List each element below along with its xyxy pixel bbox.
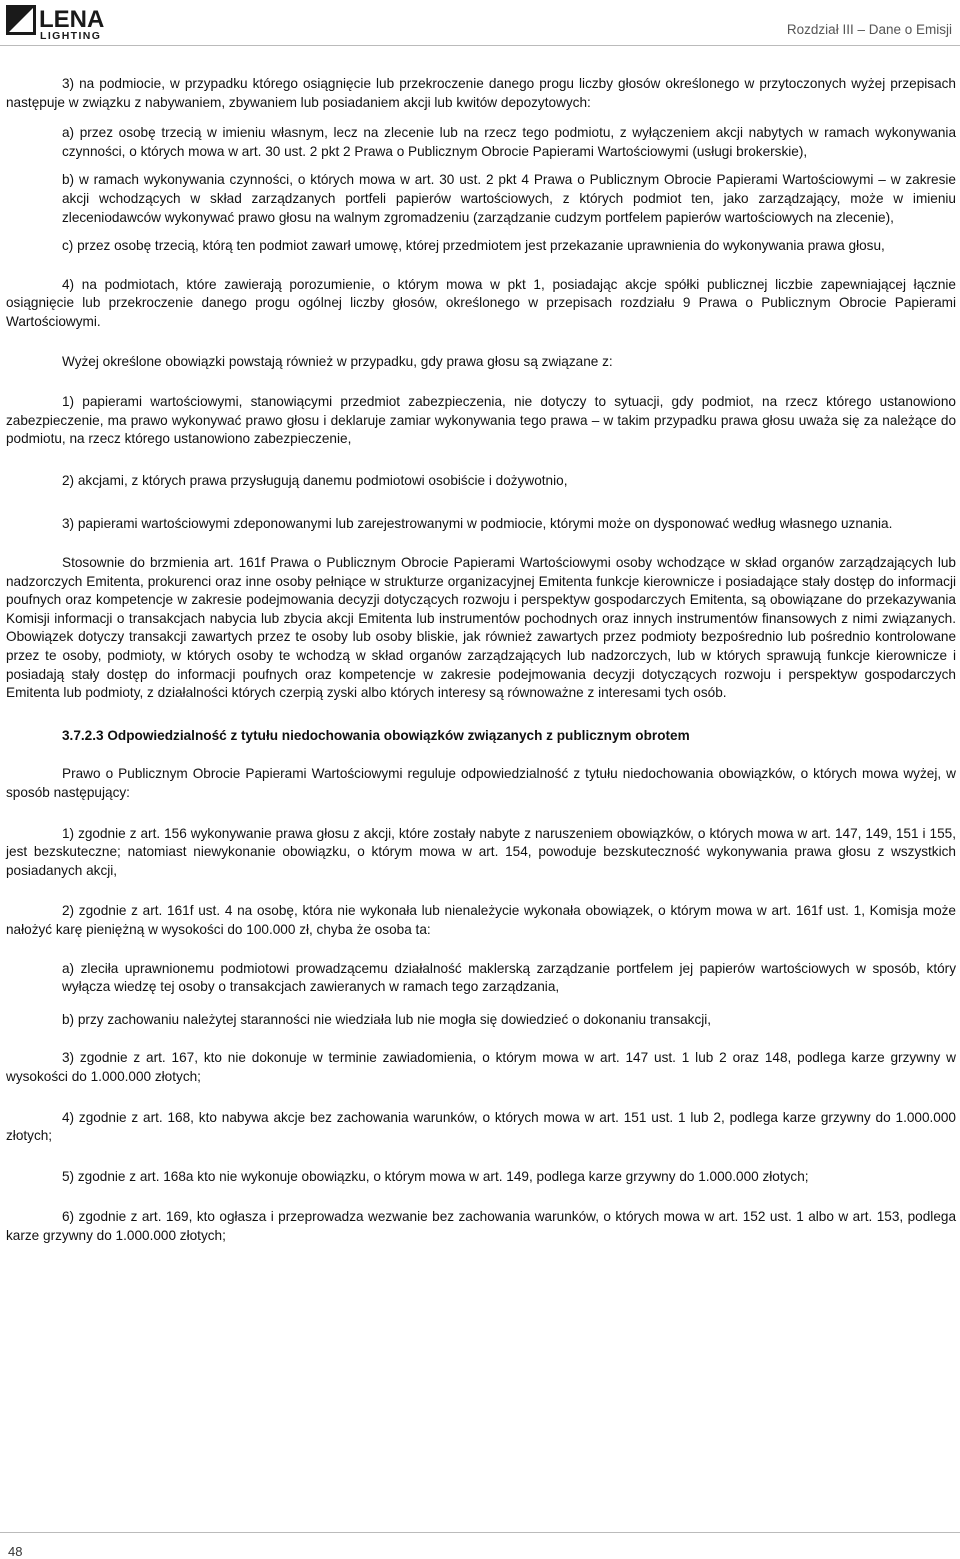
logo-text: LENA	[39, 6, 105, 33]
lena-lighting-logo	[6, 2, 136, 42]
obligation-item-2: 2) akcjami, z których prawa przysługują danemu podmiotowi osobiście i dożywotnio,	[62, 472, 568, 488]
section-title: Rozdział III – Dane o Emisji	[786, 22, 952, 37]
liability-item-3: 3) zgodnie z art. 167, kto nie dokonuje w terminie zawiadomienia, o którym mowa w art. 147 ust. 1 lub 2 oraz 148, podlega karze grzywny w wysokości do 1.000.000 złotych;	[6, 1050, 956, 1084]
footer-divider	[0, 1532, 960, 1533]
obligation-item-1: 1) papierami wartościowymi, stanowiącymi przedmiot zabezpieczenia, nie dotyczy to sytuacji, gdy podmiot, na rzecz którego ustanowiono zabezpieczenie, ma prawo wykonywać prawo głosu i deklaruje zamiar wykonywania tego prawa – w takim przypadku prawa głosu uważa się za należące do podmiotu, na rzecz którego ustanowiono zabezpieczenie,	[6, 394, 956, 447]
paragraph-3b: b) w ramach wykonywania czynności, o których mowa w art. 30 ust. 2 pkt 4 Prawa o Publicznym Obrocie Papierami Wartościowymi – w zakresie akcji wchodzących w skład zarządzanych portfeli papierów wartościowych, z których podmiot ten, jako zarządzający, może w imieniu zleceniodawców wykonywać prawo głosu na walnym zgromadzeniu (zarządzanie cudzym portfelem papierów wartościowych na zlecenie),	[62, 172, 956, 225]
paragraph-art-161f: Stosownie do brzmienia art. 161f Prawa o Publicznym Obrocie Papierami Wartościowymi osoby wchodzące w skład organów zarządzających lub nadzorczych Emitenta, prokurenci oraz inne osoby pełniące w strukturze organizacyjnej Emitenta funkcje kierownicze i posiadające stały dostęp do informacji poufnych oraz kompetencje w zakresie podejmowania decyzji dotyczących rozwoju i perspektyw gospodarczych Emitenta, są obowiązane do przekazywania Komisji informacji o transakcjach nabycia lub zbycia akcji Emitenta lub instrumentów pochodnych oraz innych instrumentów finansowych z nimi związanych. Obowiązek dotyczy transakcji zawartych przez te osoby lub osoby bliskie, jak również zawartych przez podmioty bezpośrednio lub pośrednio kontrolowane przez te osoby, podmioty, w których osoby te wchodzą w skład organów zarządzających lub nadzorczych, lub w których sprawują funkcje kierownicze i posiadają stały dostęp do informacji poufnych oraz kompetencje w zakresie podejmowania decyzji dotyczących rozwoju i perspektyw gospodarczych Emitenta lub podmioty, z działalności których czerpią zyski albo których interesy są równoważne z interesami tych osób.	[6, 555, 956, 701]
section-heading: 3.7.2.3 Odpowiedzialność z tytułu niedochowania obowiązków związanych z publicznym obrotem	[62, 727, 690, 743]
liability-item-5: 5) zgodnie z art. 168a kto nie wykonuje obowiązku, o którym mowa w art. 149, podlega karze grzywny do 1.000.000 złotych;	[62, 1168, 809, 1184]
paragraph-liability-intro: Prawo o Publicznym Obrocie Papierami Wartościowymi reguluje odpowiedzialność z tytułu niedochowania obowiązków, o których mowa wyżej, w sposób następujący:	[6, 766, 956, 801]
logo-subtext: LIGHTING	[40, 30, 102, 42]
document-body	[6, 75, 956, 1246]
page-header	[0, 0, 960, 48]
paragraph-3: 3) na podmiocie, w przypadku którego osiągnięcie lub przekroczenie danego progu liczby głosów określonego w przytoczonych wyżej przepisach następuje w związku z nabywaniem, zbywaniem lub posiadaniem akcji lub kwitów depozytowych:	[6, 76, 956, 110]
liability-item-6: 6) zgodnie z art. 169, kto ogłasza i przeprowadza wezwanie bez zachowania warunków, o których mowa w art. 152 ust. 1 albo w art. 153, podlega karze grzywny do 1.000.000 złotych;	[6, 1209, 956, 1243]
paragraph-3a: a) przez osobę trzecią w imieniu własnym, lecz na zlecenie lub na rzecz tego podmiotu, z wyłączeniem akcji nabytych w ramach wykonywania czynności, o których mowa w art. 30 ust. 2 pkt 2 Prawa o Publicznym Obrocie Papierami Wartościowymi (usługi brokerskie),	[62, 125, 956, 159]
liability-item-4: 4) zgodnie z art. 168, kto nabywa akcje bez zachowania warunków, o których mowa w art. 151 ust. 1 lub 2, podlega karze grzywny do 1.000.000 złotych;	[6, 1109, 956, 1144]
page-number: 48	[8, 1544, 23, 1559]
liability-item-2b: b) przy zachowaniu należytej staranności nie wiedziała lub nie mogła się dowiedzieć o dokonaniu transakcji,	[62, 1011, 712, 1027]
paragraph-obligations-intro: Wyżej określone obowiązki powstają również w przypadku, gdy prawa głosu są związane z:	[62, 353, 613, 369]
obligation-item-3: 3) papierami wartościowymi zdeponowanymi lub zarejestrowanymi w podmiocie, którymi może on dysponować według własnego uznania.	[62, 515, 893, 531]
paragraph-4: 4) na podmiotach, które zawierają porozumienie, o którym mowa w pkt 1, posiadając akcje spółki publicznej liczbie zapewniającej łącznie osiągnięcie lub przekroczenie danego progu ogólnej liczby głosów, określonego w przepisach rozdziału 9 Prawa o Publicznym Obrocie Papierami Wartościowymi.	[6, 276, 956, 329]
paragraph-3c: c) przez osobę trzecią, którą ten podmiot zawarł umowę, której przedmiotem jest przekazanie uprawnienia do wykonywania prawa głosu,	[62, 238, 885, 254]
liability-item-2: 2) zgodnie z art. 161f ust. 4 na osobę, która nie wykonała lub nienależycie wykonała obowiązek, o którym mowa w art. 161f ust. 1, Komisja może nałożyć karę pieniężną w wysokości do 100.000 zł, chyba że osoba ta:	[6, 903, 956, 937]
header-divider	[0, 45, 960, 46]
liability-item-1: 1) zgodnie z art. 156 wykonywanie prawa głosu z akcji, które zostały nabyte z naruszeniem obowiązków, o których mowa w art. 147, 149, 151 i 155, jest bezskuteczne; natomiast niewykonanie obowiązku, o którym mowa w art. 154, powoduje bezskuteczność wykonywania prawa głosu z wszystkich posiadanych akcji,	[6, 825, 956, 878]
liability-item-2a: a) zleciła uprawnionemu podmiotowi prowadzącemu działalność maklerską zarządzanie portfelem jej papierów wartościowych w sposób, który wyłącza wiedzę tej osoby o transakcjach zawieranych w ramach tego zarządzania,	[62, 960, 956, 995]
